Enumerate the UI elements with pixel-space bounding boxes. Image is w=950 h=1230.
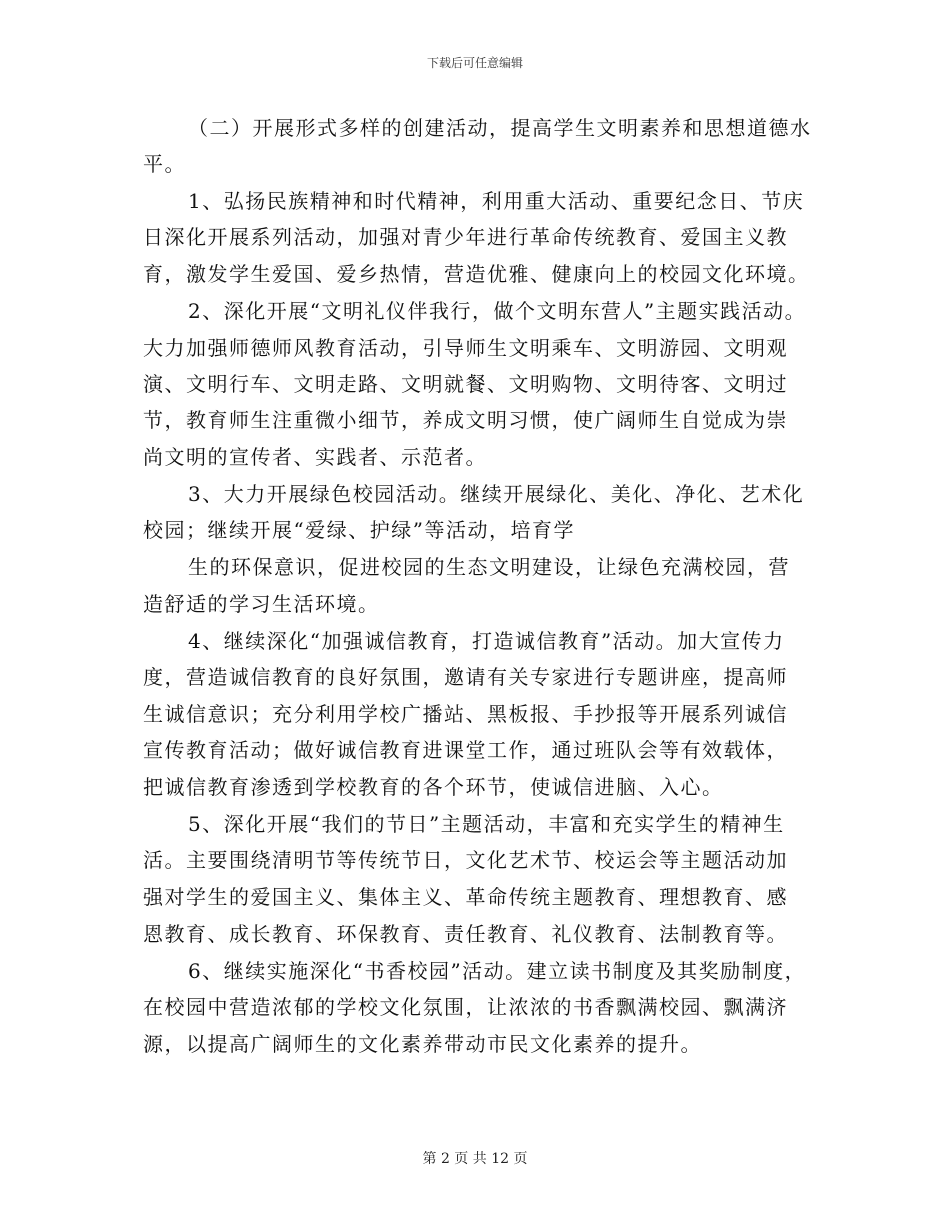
- header-note: 下载后可任意编辑: [426, 56, 523, 70]
- body-line: 节，教育师生注重微小细节，养成文明习惯，使广阔师生自觉成为崇: [143, 408, 788, 432]
- body-line: 大力加强师德师风教育活动，引导师生文明乘车、文明游园、文明观: [143, 336, 788, 360]
- body-line: 生诚信意识；充分利用学校广播站、黑板报、手抄报等开展系列诚信: [143, 702, 788, 726]
- body-line: 日深化开展系列活动，加强对青少年进行革命传统教育、爱国主义教: [143, 225, 788, 249]
- body-line: （二）开展形式多样的创建活动，提高学生文明素养和思想道德水: [188, 116, 812, 140]
- body-line: 造舒适的学习生活环境。: [143, 592, 380, 616]
- body-line: 育，激发学生爱国、爱乡热情，营造优雅、健康向上的校园文化环境。: [143, 262, 810, 286]
- body-line: 2、深化开展“文明礼仪伴我行，做个文明东营人”主题实践活动。: [188, 299, 807, 323]
- body-line: 把诚信教育渗透到学校教育的各个环节，使诚信进脑、入心。: [143, 775, 724, 799]
- body-line: 源，以提高广阔师生的文化素养带动市民文化素养的提升。: [143, 1032, 702, 1056]
- body-line: 宣传教育活动；做好诚信教育进课堂工作，通过班队会等有效载体，: [143, 738, 788, 762]
- body-line: 在校园中营造浓郁的学校文化氛围，让浓浓的书香飘满校园、飘满济: [143, 995, 788, 1019]
- body-line: 强对学生的爱国主义、集体主义、革命传统主题教育、理想教育、感: [143, 885, 788, 909]
- body-line: 6、继续实施深化“书香校园”活动。建立读书制度及其奖励制度，: [188, 959, 807, 983]
- body-line: 4、继续深化“加强诚信教育，打造诚信教育”活动。加大宣传力: [188, 629, 785, 653]
- body-line: 演、文明行车、文明走路、文明就餐、文明购物、文明待客、文明过: [143, 372, 788, 396]
- page-number: 第 2 页 共 12 页: [422, 1151, 528, 1167]
- body-line: 1、弘扬民族精神和时代精神，利用重大活动、重要纪念日、节庆: [188, 189, 805, 213]
- body-line: 平。: [143, 152, 186, 176]
- body-line: 3、大力开展绿色校园活动。继续开展绿化、美化、净化、艺术化: [188, 482, 805, 506]
- body-line: 活。主要围绕清明节等传统节日，文化艺术节、校运会等主题活动加: [143, 848, 788, 872]
- body-line: 度，营造诚信教育的良好氛围，邀请有关专家进行专题讲座，提高师: [143, 665, 788, 689]
- body-line: 恩教育、成长教育、环保教育、责任教育、礼仪教育、法制教育等。: [143, 922, 788, 946]
- body-line: 尚文明的宣传者、实践者、示范者。: [143, 445, 487, 469]
- body-line: 生的环保意识，促进校园的生态文明建设，让绿色充满校园，营: [188, 555, 790, 579]
- body-line: 校园；继续开展“爱绿、护绿”等活动，培育学: [143, 518, 575, 542]
- body-line: 5、深化开展“我们的节日”主题活动，丰富和充实学生的精神生: [188, 812, 785, 836]
